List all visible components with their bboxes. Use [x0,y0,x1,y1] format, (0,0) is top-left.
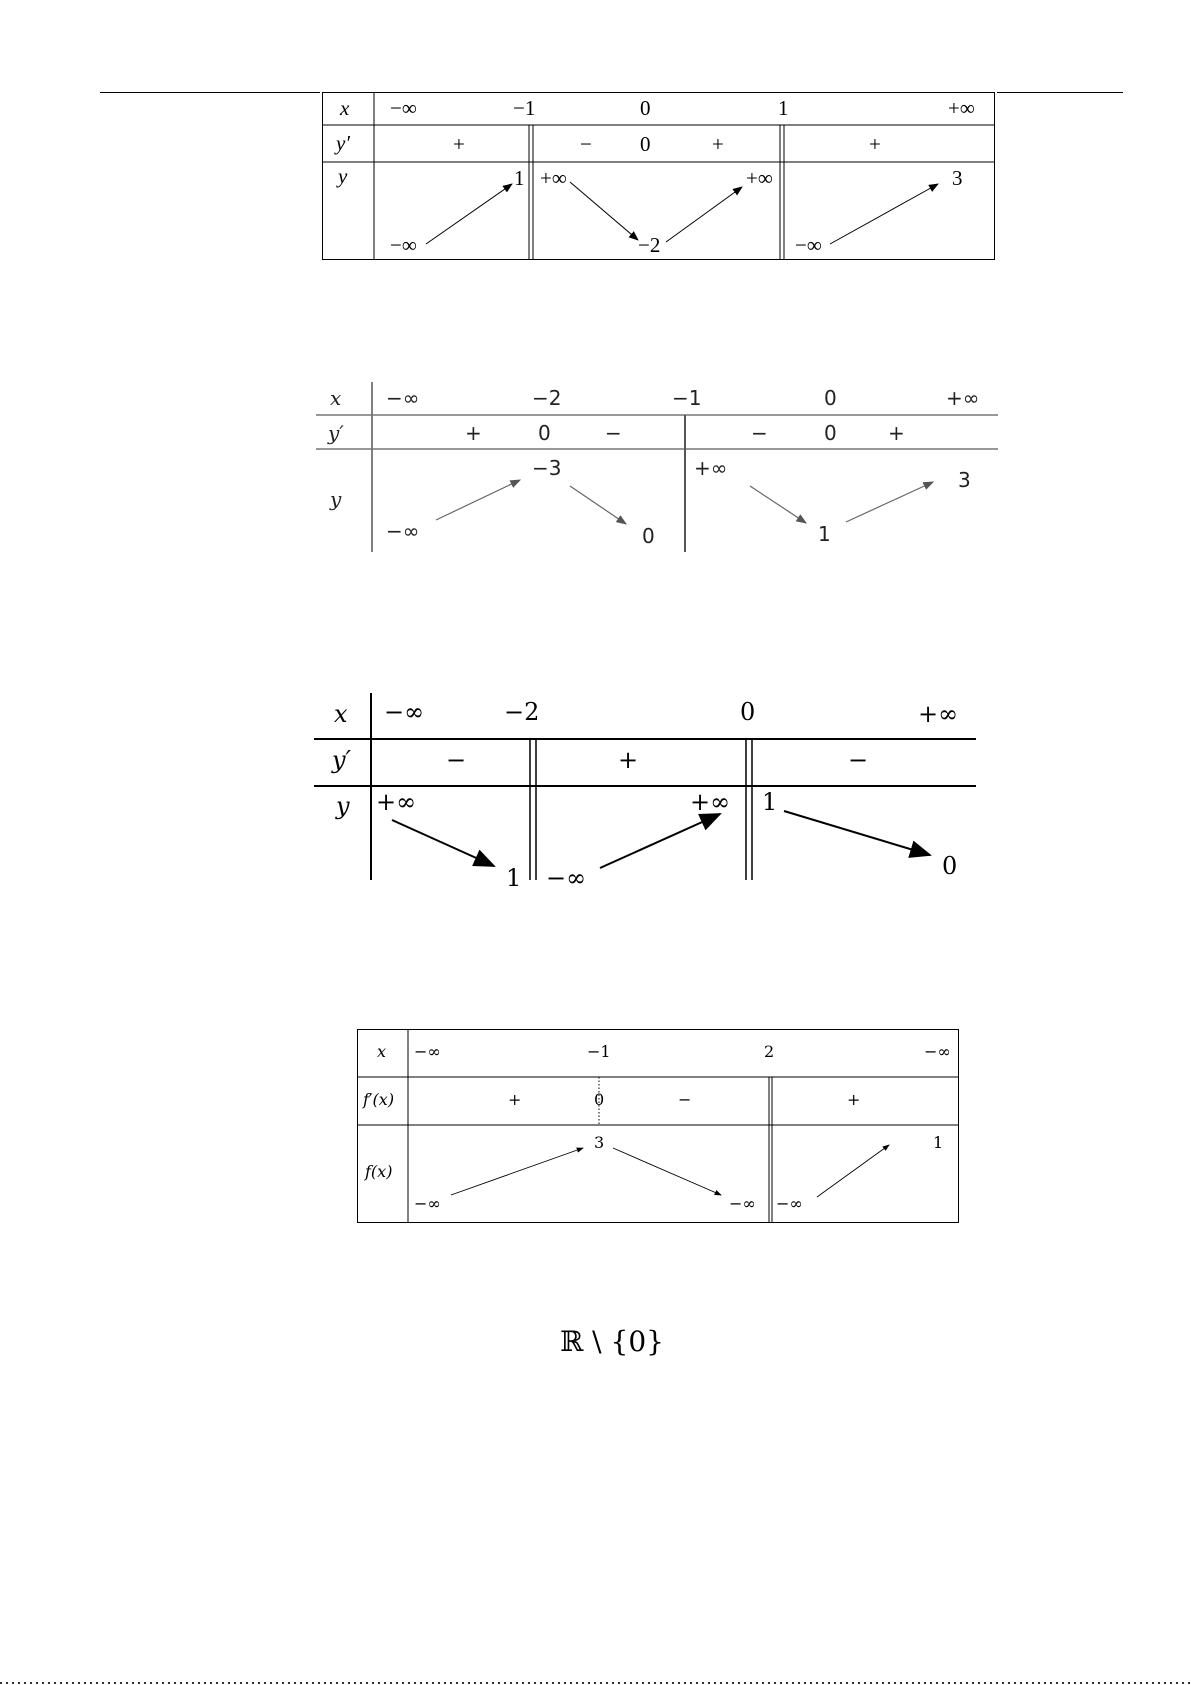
x-value: +∞ [946,386,980,410]
arrow-4a [451,1148,583,1195]
y-value: +∞ [540,166,567,190]
sign: + [618,746,639,774]
arrow-2d [846,482,933,522]
x-value: 0 [740,698,756,726]
x-value: −1 [587,1042,611,1061]
header-rule-left [100,92,320,93]
arrow-3b [600,814,720,868]
x-value: 0 [824,386,837,410]
arrow-4b [613,1148,721,1195]
row-label-y: y [338,164,348,188]
table-4-grid [357,1029,959,1223]
x-value: 1 [778,96,789,120]
sign: + [869,132,881,156]
x-value: −∞ [924,1042,951,1061]
variation-table-2 [316,378,998,553]
row-label-x: x [340,96,350,120]
x-value: −2 [504,698,540,726]
y-value: −∞ [390,233,417,257]
sign: 0 [594,1090,605,1109]
arrow-1a [426,184,512,244]
x-value: −1 [513,96,536,120]
row-label-y: y [330,487,342,511]
x-value: 0 [640,96,651,120]
variation-table-4 [357,1029,959,1223]
y-value: −∞ [386,519,420,543]
x-value: +∞ [948,96,975,120]
sign: + [508,1090,522,1109]
x-value: −2 [532,386,562,410]
row-label-x: x [377,1042,387,1061]
row-label-derivative: y′ [336,131,350,155]
y-value: +∞ [694,456,728,480]
footer-dotted-rule [0,1682,1191,1684]
y-value: 3 [952,166,963,190]
variation-table-1 [322,92,995,260]
sign: + [888,421,905,445]
x-value: −∞ [390,96,417,120]
x-value: −∞ [414,1042,441,1061]
sign: 0 [640,132,651,156]
y-value: 0 [642,524,655,548]
y-value: 1 [506,864,522,892]
sign: + [453,132,465,156]
row-label-x: x [330,386,342,410]
arrow-2b [570,486,626,524]
x-value: −1 [672,386,702,410]
arrow-3a [392,820,494,866]
row-label-y: f(x) [365,1162,393,1181]
y-value: 1 [933,1133,944,1152]
arrow-1d [830,184,938,244]
y-value: −∞ [795,233,822,257]
header-rule-right [997,92,1123,93]
y-value: −∞ [546,864,587,892]
arrow-3c [784,811,930,855]
sign: + [465,421,482,445]
x-value: −∞ [386,386,420,410]
row-label-derivative: y′ [328,421,344,445]
sign: − [446,746,467,774]
x-value: +∞ [918,700,959,728]
y-value: +∞ [376,788,417,816]
y-value: 1 [514,166,525,190]
set-notation: ℝ \ {0} [560,1325,664,1358]
row-label-derivative: y′ [332,746,352,774]
sign: − [580,132,592,156]
y-value: −∞ [729,1194,756,1213]
sign: − [751,421,768,445]
sign: 0 [824,421,837,445]
y-value: −3 [532,456,562,480]
x-value: −∞ [384,698,425,726]
row-label-derivative: f′(x) [363,1090,395,1109]
x-value: 2 [764,1042,775,1061]
arrow-2a [436,480,520,520]
y-value: −∞ [414,1194,441,1213]
row-label-x: x [334,700,348,728]
y-value: −∞ [776,1194,803,1213]
sign: + [712,132,724,156]
arrow-4c [817,1145,889,1197]
sign: + [847,1090,861,1109]
sign: − [678,1090,692,1109]
arrow-2c [750,486,806,523]
y-value: 1 [818,522,831,546]
variation-table-3 [314,690,976,890]
sign: − [605,421,622,445]
y-value: 1 [762,788,778,816]
sign: − [848,746,869,774]
arrow-1b [570,182,638,240]
sign: 0 [538,421,551,445]
y-value: 3 [594,1133,605,1152]
row-label-y: y [336,792,350,820]
arrow-1c [666,187,742,242]
y-value: 3 [958,468,971,492]
y-value: 0 [942,852,958,880]
y-value: −2 [638,233,661,257]
y-value: +∞ [690,788,731,816]
y-value: +∞ [746,166,773,190]
